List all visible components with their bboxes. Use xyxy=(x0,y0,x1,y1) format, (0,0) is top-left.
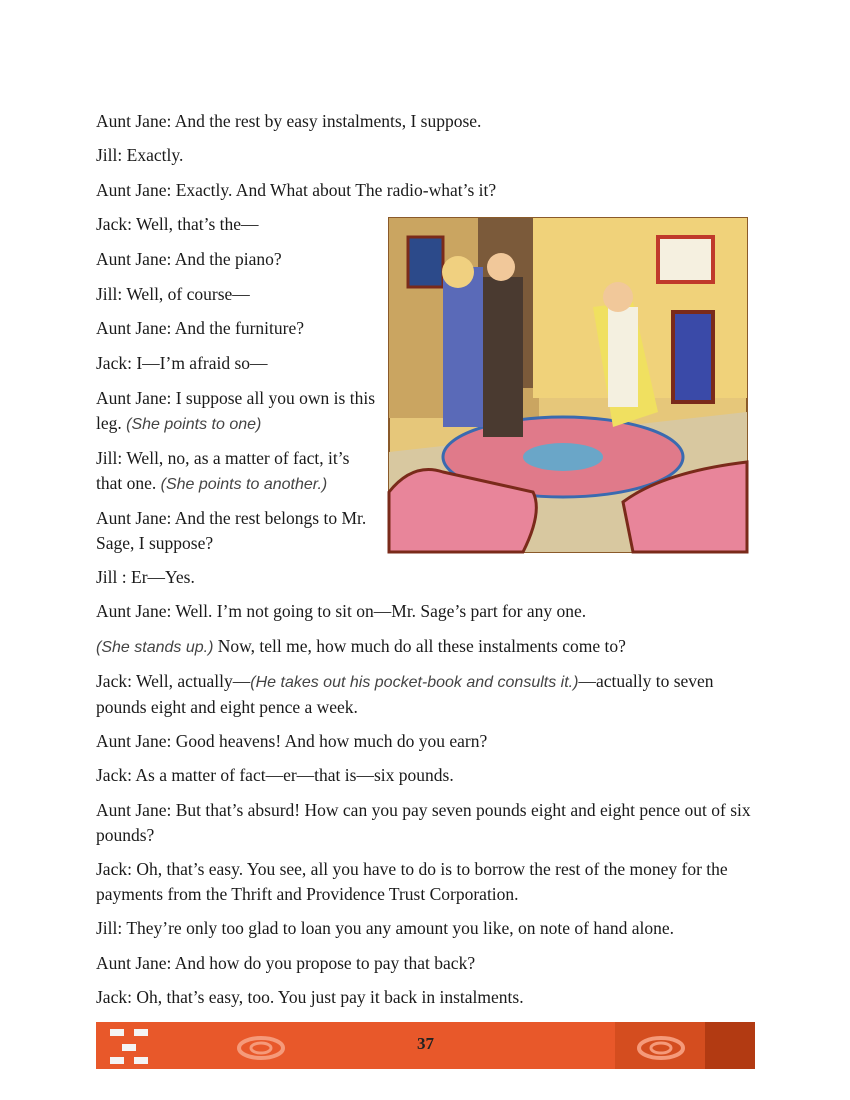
text: Jill: They’re only too glad to loan you any amount you like, on note of hand alone. xyxy=(96,918,675,938)
page-number: 37 xyxy=(417,1034,434,1053)
dialogue-line xyxy=(96,143,183,168)
dialogue-line xyxy=(96,316,304,341)
text: Jill : Er—Yes. xyxy=(96,567,195,587)
dialogue-line xyxy=(96,857,756,907)
page-footer-band xyxy=(96,1022,755,1069)
dialogue-line xyxy=(96,247,282,272)
text: Jack: As a matter of fact—er—that is—six pounds. xyxy=(96,765,454,785)
stage-direction: (He takes out his pocket-book and consults it.) xyxy=(250,674,579,691)
text: Aunt Jane: And the furniture? xyxy=(96,318,305,338)
text: —actually to seven pounds eight and eight pence a week. xyxy=(96,671,714,717)
text: Aunt Jane: Exactly. And What about The radio-what’s it? xyxy=(96,180,497,200)
dialogue-line xyxy=(96,669,756,720)
text: Aunt Jane: I suppose all you own is this leg. xyxy=(96,388,376,433)
text: Jill: Well, of course— xyxy=(96,284,250,304)
dialogue-line xyxy=(96,599,586,624)
stage-direction: (She points to one) xyxy=(126,416,262,433)
dialogue-line xyxy=(96,951,475,976)
text: Aunt Jane: And the piano? xyxy=(96,249,282,269)
text: Jill: Well, no, as a matter of fact, it’s that one. xyxy=(96,448,350,493)
text: Aunt Jane: And how do you propose to pay that back? xyxy=(96,953,476,973)
text: Aunt Jane: Good heavens! And how much do you earn? xyxy=(96,731,488,751)
stage-direction: (She stands up.) xyxy=(96,639,214,656)
dialogue-line xyxy=(96,178,496,203)
dialogue-line xyxy=(96,386,376,437)
footer-pattern xyxy=(110,1057,124,1064)
dialogue-line xyxy=(96,351,268,376)
text: Jill: Exactly. xyxy=(96,145,184,165)
dialogue-line xyxy=(96,109,481,134)
stage-direction: (She points to another.) xyxy=(160,476,328,493)
footer-pattern xyxy=(134,1057,148,1064)
dialogue-line xyxy=(96,916,674,941)
text: Jack: Oh, that’s easy, too. You just pay it back in instalments. xyxy=(96,987,524,1007)
dialogue-line xyxy=(96,506,376,556)
dialogue-line xyxy=(96,565,195,590)
text: Aunt Jane: Well. I’m not going to sit on—Mr. Sage’s part for any one. xyxy=(96,601,587,621)
text: Aunt Jane: And the rest by easy instalments, I suppose. xyxy=(96,111,482,131)
illustration-living-room xyxy=(383,212,753,558)
dialogue-line xyxy=(96,763,454,788)
dialogue-line xyxy=(96,985,524,1010)
text: Now, tell me, how much do all these instalments come to? xyxy=(213,636,626,656)
text: Jack: Oh, that’s easy. You see, all you have to do is to borrow the rest of the money for the payments from the Thrift and Providence Trust Corporation. xyxy=(96,859,728,904)
dialogue-line xyxy=(96,446,376,497)
dialogue-line xyxy=(96,729,487,754)
dialogue-line xyxy=(96,212,259,237)
dialogue-line xyxy=(96,798,756,848)
text: Jack: I—I’m afraid so— xyxy=(96,353,268,373)
text: Jack: Well, actually— xyxy=(96,671,251,691)
dialogue-line xyxy=(96,634,626,660)
text: Aunt Jane: And the rest belongs to Mr. Sage, I suppose? xyxy=(96,508,376,553)
text: Aunt Jane: But that’s absurd! How can you pay seven pounds eight and eight pence out of six pounds? xyxy=(96,800,751,845)
dialogue-line xyxy=(96,282,250,307)
text: Jack: Well, that’s the— xyxy=(96,214,259,234)
footer-pattern xyxy=(96,1036,106,1045)
